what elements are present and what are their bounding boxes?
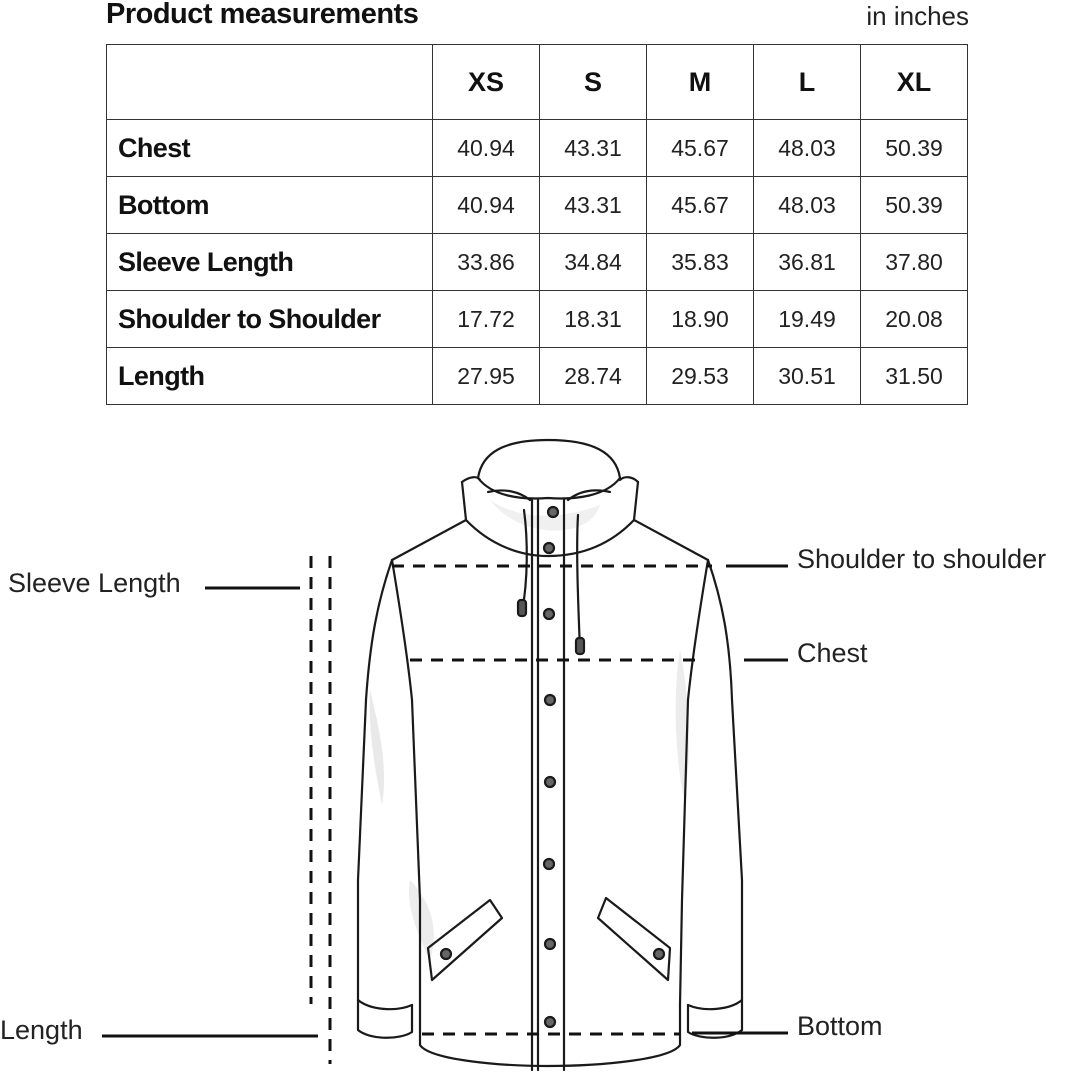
table-cell: 50.39 xyxy=(861,177,968,234)
table-cell: 48.03 xyxy=(754,177,861,234)
row-label: Length xyxy=(107,348,433,405)
table-cell: 28.74 xyxy=(540,348,647,405)
table-cell: 40.94 xyxy=(433,120,540,177)
column-header: XS xyxy=(433,45,540,120)
row-label: Chest xyxy=(107,120,433,177)
column-header: M xyxy=(647,45,754,120)
page-title: Product measurements xyxy=(106,0,419,30)
table-cell: 19.49 xyxy=(754,291,861,348)
table-cell: 45.67 xyxy=(647,120,754,177)
chest-label: Chest xyxy=(797,638,868,668)
table-cell: 36.81 xyxy=(754,234,861,291)
table-cell: 50.39 xyxy=(861,120,968,177)
table-cell: 48.03 xyxy=(754,120,861,177)
table-cell: 27.95 xyxy=(433,348,540,405)
table-cell: 35.83 xyxy=(647,234,754,291)
table-cell: 17.72 xyxy=(433,291,540,348)
table-cell: 34.84 xyxy=(540,234,647,291)
row-label: Bottom xyxy=(107,177,433,234)
table-cell: 45.67 xyxy=(647,177,754,234)
table-cell: 37.80 xyxy=(861,234,968,291)
bottom-label: Bottom xyxy=(797,1011,883,1041)
table-cell: 29.53 xyxy=(647,348,754,405)
table-cell: 43.31 xyxy=(540,120,647,177)
row-label: Shoulder to Shoulder xyxy=(107,291,433,348)
unit-label: in inches xyxy=(866,1,969,31)
sleeve-length-label: Sleeve Length xyxy=(8,568,181,598)
table-cell: 30.51 xyxy=(754,348,861,405)
column-header: S xyxy=(540,45,647,120)
table-cell: 33.86 xyxy=(433,234,540,291)
row-label: Sleeve Length xyxy=(107,234,433,291)
table-cell: 31.50 xyxy=(861,348,968,405)
jacket-illustration xyxy=(358,440,742,1070)
table-cell: 18.90 xyxy=(647,291,754,348)
measurement-lines xyxy=(311,556,712,1064)
table-cell: 40.94 xyxy=(433,177,540,234)
column-header: XL xyxy=(861,45,968,120)
shoulder-to-shoulder-label: Shoulder to shoulder xyxy=(797,544,1047,574)
column-header: L xyxy=(754,45,861,120)
table-cell: 43.31 xyxy=(540,177,647,234)
table-cell: 20.08 xyxy=(861,291,968,348)
table-cell: 18.31 xyxy=(540,291,647,348)
length-label: Length xyxy=(0,1015,83,1045)
